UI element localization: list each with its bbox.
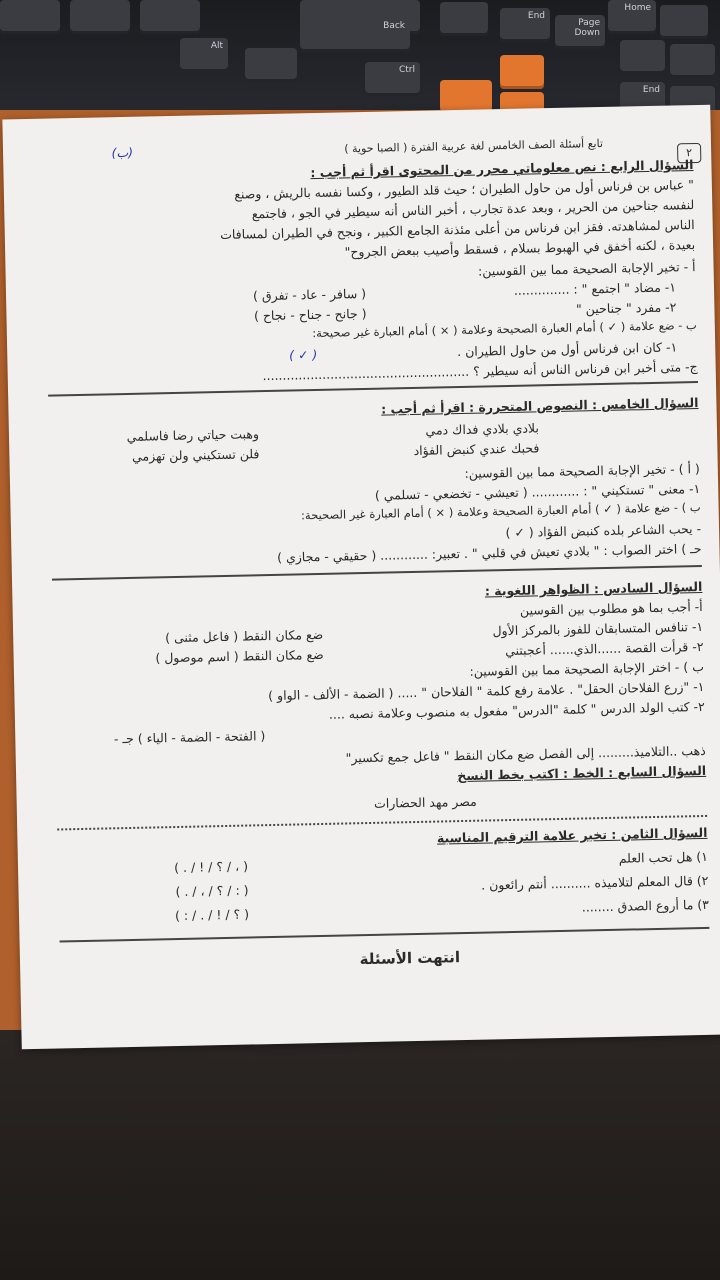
q8-item-3-options: ( ؟ / ! / . / : ): [174, 906, 250, 924]
header-title: تابع أسئلة الصف الخامس لغة عربية الفترة ( الصبا حوية ): [344, 136, 604, 156]
key-windows: [245, 48, 297, 82]
key: [70, 0, 130, 34]
q4-paragraph-3: الناس لمشاهدته. فقز ابن فرناس من أعلى مئذنة الجامع الكبير ، ونجح في الطيران لمسافات: [219, 217, 695, 242]
key: [620, 40, 665, 74]
exam-paper: [2, 105, 720, 1050]
q4-title: السؤال الرابع : نص معلوماتي محرر من المحتوى اقرأ ثم أجب :: [310, 157, 694, 181]
q5-b-title: ب ) - ضع علامة ( ✓ ) أمام العبارة الصحيحة وعلامة ( × ) أمام العبارة غير الصحيحة:: [300, 499, 701, 523]
q8-item-2: ٢) قال المعلم لتلاميذه .......... أنتم رائعون .: [481, 872, 709, 893]
q8-item-3: ٣) ما أروع الصدق ........: [581, 896, 710, 915]
q6-title: السؤال السادس : الظواهر اللغوية :: [484, 578, 703, 599]
q8-title: السؤال الثامن : تخير علامة الترقيم المناسبة: [436, 824, 708, 846]
q5-verse-1-right: بلادي بلادي فداك دمي: [425, 420, 540, 438]
desk-shadow: [0, 1030, 720, 1280]
end-of-questions: انتهت الأسئلة: [359, 948, 461, 969]
q8-item-1-options: ( ، / ؟ / ! / . ): [174, 858, 249, 876]
q4-a-title: أ - تخير الإجابة الصحيحة مما بين القوسين:: [477, 259, 696, 279]
q5-a-title: ( أ ) - تخير الإجابة الصحيحة مما بين القوسين:: [464, 460, 700, 481]
q6-c: ذهب ..التلاميذ......... إلى الفصل ضع مكان النقط " فاعل جمع تكسير": [345, 742, 706, 766]
q4-paragraph-1: " عباس بن فرناس أول من حاول الطيران ؛ حيث قلد الطيور ، وكسا نفسه بالريش ، وصنع: [234, 177, 695, 202]
key: [0, 0, 60, 34]
q6-b1: ١- "زرع الفلاحان الحقل" . علامة رفع كلمة " الفلاحان " ..... ( الضمة - الألف - الواو ): [268, 678, 705, 704]
key: [670, 44, 715, 78]
q6-b2: ٢- كتب الولد الدرس " كلمة "الدرس" مفعول به منصوب وعلامة نصبه ....: [328, 698, 705, 722]
q4-a2: ٢- مفرد " جناحين ": [575, 299, 677, 317]
q5-verse-2-left: فلن تستكيني ولن تهزمي: [131, 446, 260, 464]
q4-paragraph-2: لنفسه جناحين من الحرير ، وبعد عدة تجارب ، أخبر الناس أنه سيطير في الجو ، فاجتمع: [251, 197, 695, 222]
q4-a1: ١- مضاد " اجتمع " : ..............: [513, 279, 677, 298]
q4-b-title: ب - ضع علامة ( ✓ ) أمام العبارة الصحيحة وعلامة ( × ) أمام العبارة غير صحيحة:: [312, 318, 697, 341]
q8-item-1: ١) هل تحب العلم: [618, 848, 709, 866]
q4-b1: ١- كان ابن فرناس أول من حاول الطيران .: [457, 339, 678, 360]
q6-a2: ٢- قرأت القصة ......الذي...... أعجبتني: [504, 638, 704, 659]
q4-c: ج- متى أخبر ابن فرناس الناس أنه سيطير ؟ ....................................................: [262, 359, 698, 384]
q4-paragraph-4: بعيدة ، لكنه أخفق في الهبوط بسلام ، فسقط وأصيب ببعض الجروح": [344, 237, 696, 260]
q6-a1-instruction: ضع مكان النقط ( فاعل مثنى ): [165, 626, 324, 646]
key-orange: [500, 55, 544, 89]
key-end: End: [500, 8, 550, 42]
q6-b-title: ب ) - اختر الإجابة الصحيحة مما بين القوسين:: [469, 658, 705, 679]
q7-text: مصر مهد الحضارات: [373, 793, 477, 811]
q5-a1: ١- معنى " تستكيني " : ............ ( تعيشي - تخضعي - تسلمي ): [374, 480, 701, 503]
key-alt: Alt: [180, 38, 228, 72]
q6-b2-options: ( الفتحة - الضمة - الياء ) جـ -: [113, 728, 266, 747]
q5-b1: - يحب الشاعر بلده كنبض الفؤاد ( ✓ ): [505, 520, 702, 541]
corner-note: (ب): [111, 144, 134, 161]
key-end-2: End: [620, 82, 665, 116]
key-ctrl: Ctrl: [365, 62, 420, 96]
key-back: Back: [300, 18, 410, 52]
q5-verse-2-right: فحبك عندي كنبض الفؤاد: [413, 440, 540, 458]
page-number: ٢: [677, 143, 701, 163]
key: [140, 0, 200, 34]
q6-a-title: أ- أجب بما هو مطلوب بين القوسين: [519, 598, 703, 618]
key: [440, 2, 488, 36]
q4-a2-options: ( جانح - جناح - نجاح ): [253, 305, 367, 324]
q6-a1: ١- تنافس المتسابقان للفوز بالمركز الأول: [492, 618, 704, 639]
q5-title: السؤال الخامس : النصوص المتحررة : اقرأ ثم أجب :: [380, 395, 699, 417]
q6-a2-instruction: ضع مكان النقط ( اسم موصول ): [155, 646, 324, 666]
q4-a1-options: ( سافر - عاد - تفرق ): [252, 285, 367, 304]
key: [660, 5, 708, 39]
divider: [60, 927, 710, 943]
q5-c: حـ ) اختر الصواب : " بلادي تعيش في قلبي " . تعبير: ............ ( حقيقي - مجازي ): [276, 540, 702, 565]
q4-b1-answer: ( ✓ ): [288, 346, 318, 363]
q5-verse-1-left: وهبت حياتي رضا فاسلمي: [126, 426, 260, 444]
key-home: Home: [608, 0, 656, 34]
q8-item-2-options: ( : / ؟ / ، / . ): [175, 882, 249, 900]
exam-sheet: [43, 115, 712, 1038]
key-page-down: Page Down: [555, 15, 605, 49]
q7-title: السؤال السابع : الخط : اكتب بخط النسخ: [457, 762, 707, 784]
